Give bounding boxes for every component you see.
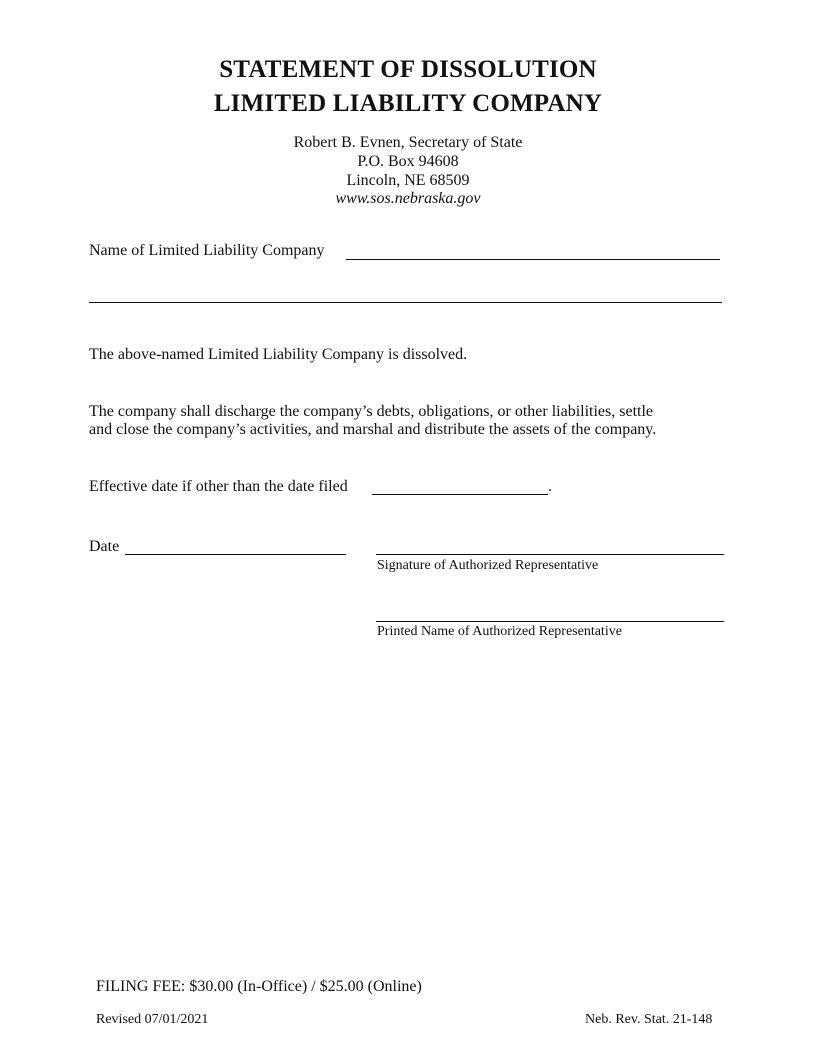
website-link[interactable]: www.sos.nebraska.gov — [335, 190, 481, 207]
po-box: P.O. Box 94608 — [357, 153, 459, 170]
discharge-statement-line2: and close the company’s activities, and marshal and distribute the assets of the company. — [89, 421, 657, 438]
city-state-zip: Lincoln, NE 68509 — [346, 172, 470, 189]
filing-fee: FILING FEE: $30.00 (In-Office) / $25.00 (Online) — [96, 978, 422, 995]
date-field[interactable] — [125, 554, 346, 555]
discharge-statement-line1: The company shall discharge the company’s debts, obligations, or other liabilities, settle — [89, 403, 654, 420]
printed-name-label: Printed Name of Authorized Representative — [377, 624, 622, 639]
statute-reference: Neb. Rev. Stat. 21-148 — [585, 1012, 713, 1027]
form-title-line1: STATEMENT OF DISSOLUTION — [219, 56, 597, 83]
company-name-field-line2[interactable] — [89, 302, 722, 303]
date-label: Date — [89, 538, 120, 555]
dissolved-statement: The above-named Limited Liability Company is dissolved. — [89, 346, 468, 363]
company-name-label: Name of Limited Liability Company — [89, 242, 325, 259]
form-title-line2: LIMITED LIABILITY COMPANY — [213, 90, 603, 117]
printed-name-field[interactable] — [376, 621, 724, 622]
effective-date-period: . — [548, 478, 552, 495]
signature-field[interactable] — [376, 554, 724, 555]
revised-date: Revised 07/01/2021 — [96, 1012, 209, 1027]
effective-date-label: Effective date if other than the date filed — [89, 478, 348, 495]
company-name-field[interactable] — [346, 259, 720, 260]
effective-date-field[interactable] — [372, 494, 548, 495]
secretary-of-state: Robert B. Evnen, Secretary of State — [293, 134, 523, 151]
signature-label: Signature of Authorized Representative — [377, 558, 599, 573]
